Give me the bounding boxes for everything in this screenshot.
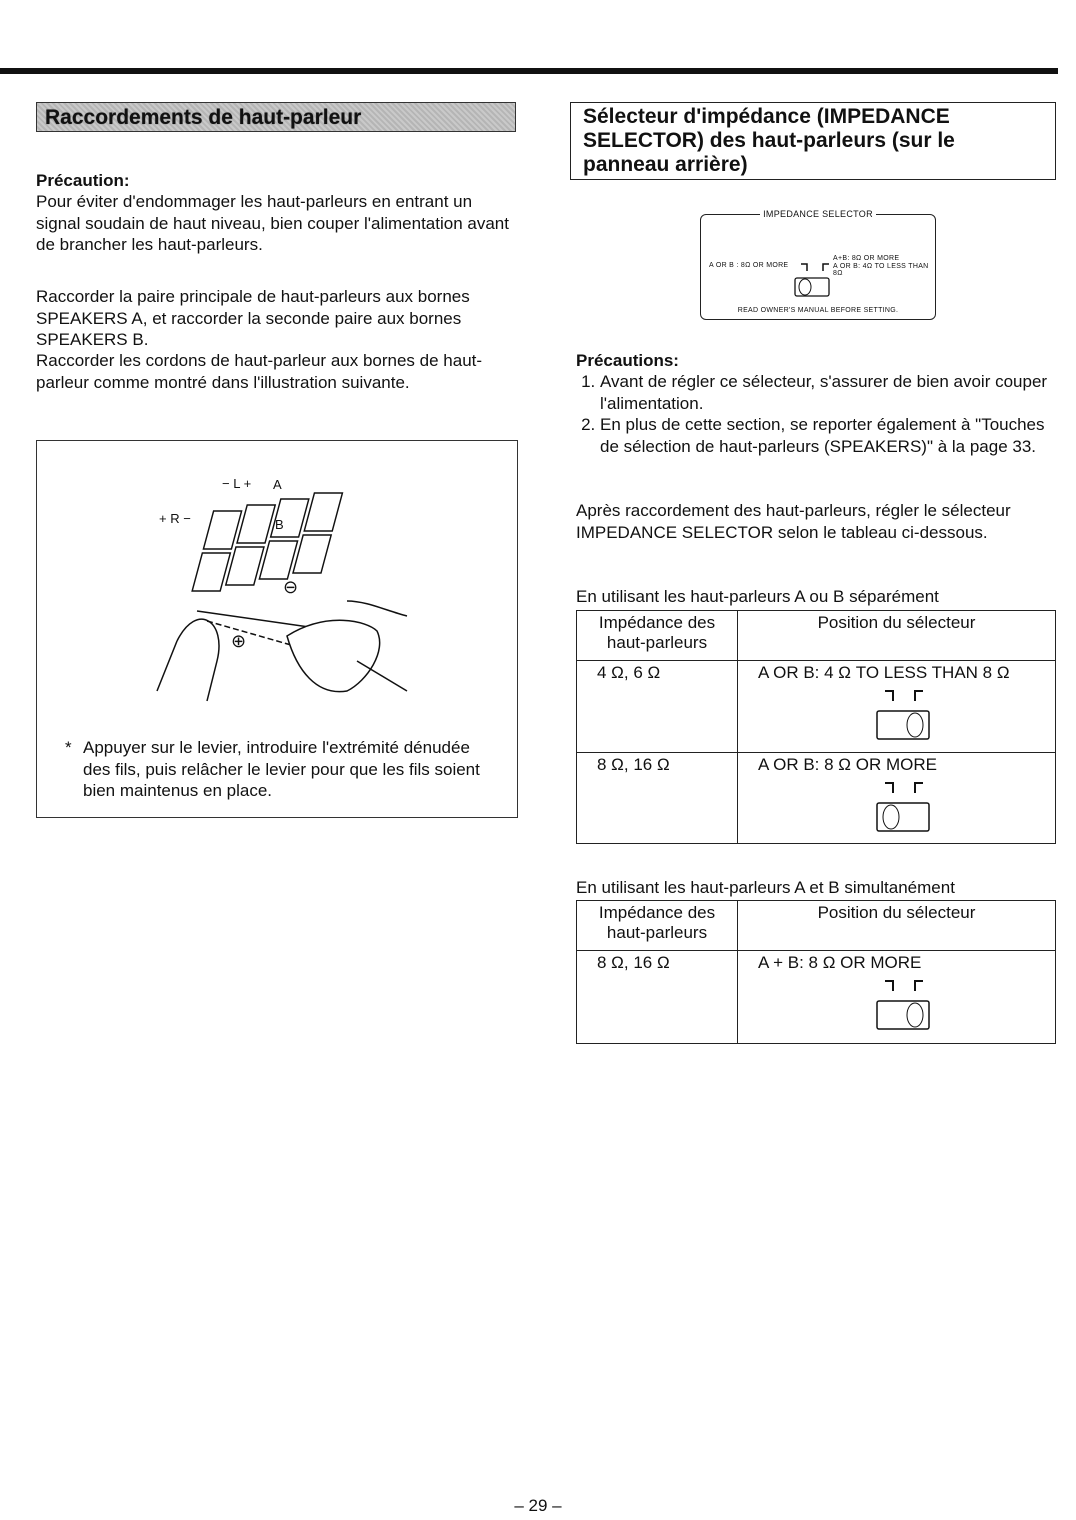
table1-caption: En utilisant les haut-parleurs A ou B séparément: [576, 587, 939, 606]
section-heading-impedance-selector: Sélecteur d'impédance (IMPEDANCE SELECTOR) des haut-parleurs (sur le panneau arrière): [570, 102, 1056, 180]
section-heading-speaker-connections: Raccordements de haut-parleur: [36, 102, 516, 132]
after-connection-text: Après raccordement des haut-parleurs, régler le sélecteur IMPEDANCE SELECTOR selon le tableau ci-dessous.: [576, 501, 1011, 542]
column-header: Position du sélecteur: [738, 611, 1056, 661]
impedance-selector-panel: [700, 209, 936, 320]
precaution-item: 2. En plus de cette section, se reporter également à "Touches de sélection de haut-parleurs (SPEAKERS)" à la page 33.: [600, 414, 1060, 457]
selector-panel-title: IMPEDANCE SELECTOR: [760, 209, 876, 219]
switch-position-icon: [869, 687, 939, 743]
position-cell: A + B: 8 Ω OR MORE: [758, 953, 922, 972]
label-terminal-a: A: [273, 477, 282, 492]
column-header: Position du sélecteur: [738, 901, 1056, 951]
impedance-cell: 4 Ω, 6 Ω: [577, 661, 738, 753]
impedance-table-simultaneous: [576, 900, 1056, 1044]
table-row: [577, 753, 1056, 844]
table-row: [577, 661, 1056, 753]
top-rule: [0, 68, 1058, 74]
column-header: Impédance des haut-parleurs: [577, 611, 738, 661]
minus-symbol: ⊖: [283, 577, 299, 597]
selector-right-label-2: A OR B: 4Ω TO LESS THAN 8Ω: [833, 263, 929, 277]
label-terminal-b: B: [275, 517, 284, 532]
page-number: – 29 –: [514, 1496, 562, 1515]
table2-caption: En utilisant les haut-parleurs A et B simultanément: [576, 878, 955, 897]
precaution-item: 1. Avant de régler ce sélecteur, s'assurer de bien avoir couper l'alimentation.: [600, 371, 1060, 414]
position-cell: A OR B: 8 Ω OR MORE: [758, 755, 937, 774]
selector-switch-icon: [789, 261, 839, 301]
paragraph-cords: Raccorder les cordons de haut-parleur aux bornes de haut-parleur comme montré dans l'illustration suivante.: [36, 351, 483, 392]
position-cell: A OR B: 4 Ω TO LESS THAN 8 Ω: [758, 663, 1010, 682]
table-row: [577, 951, 1056, 1044]
precaution-text: Pour éviter d'endommager les haut-parleurs en entrant un signal soudain de haut niveau, bien couper l'alimentation avant de brancher les haut-parleurs.: [36, 192, 509, 254]
switch-position-icon: [869, 779, 939, 835]
plus-symbol: ⊕: [231, 631, 247, 651]
impedance-cell: 8 Ω, 16 Ω: [577, 753, 738, 844]
label-right-channel: + R −: [159, 511, 191, 526]
impedance-cell: 8 Ω, 16 Ω: [577, 951, 738, 1044]
precautions-list: [576, 371, 1060, 457]
impedance-table-separate: [576, 610, 1056, 844]
label-left-channel: − L +: [222, 476, 252, 491]
precautions-title: Précautions:: [576, 351, 679, 370]
figure-caption: Appuyer sur le levier, introduire l'extrémité dénudée des fils, puis relâcher le levier pour que les fils soient bien maintenus en place.: [83, 738, 480, 800]
switch-position-icon: [869, 977, 939, 1033]
paragraph-pairs: Raccorder la paire principale de haut-parleurs aux bornes SPEAKERS A, et raccorder la seconde paire aux bornes SPEAKERS B.: [36, 287, 470, 349]
selector-footer: READ OWNER'S MANUAL BEFORE SETTING.: [737, 307, 899, 314]
terminal-illustration-box: [36, 440, 518, 818]
selector-right-label-1: A+B: 8Ω OR MORE: [833, 255, 900, 262]
caption-marker: *: [65, 738, 72, 757]
column-header: Impédance des haut-parleurs: [577, 901, 738, 951]
precaution-title: Précaution:: [36, 171, 130, 190]
selector-left-label: A OR B : 8Ω OR MORE: [709, 262, 789, 269]
